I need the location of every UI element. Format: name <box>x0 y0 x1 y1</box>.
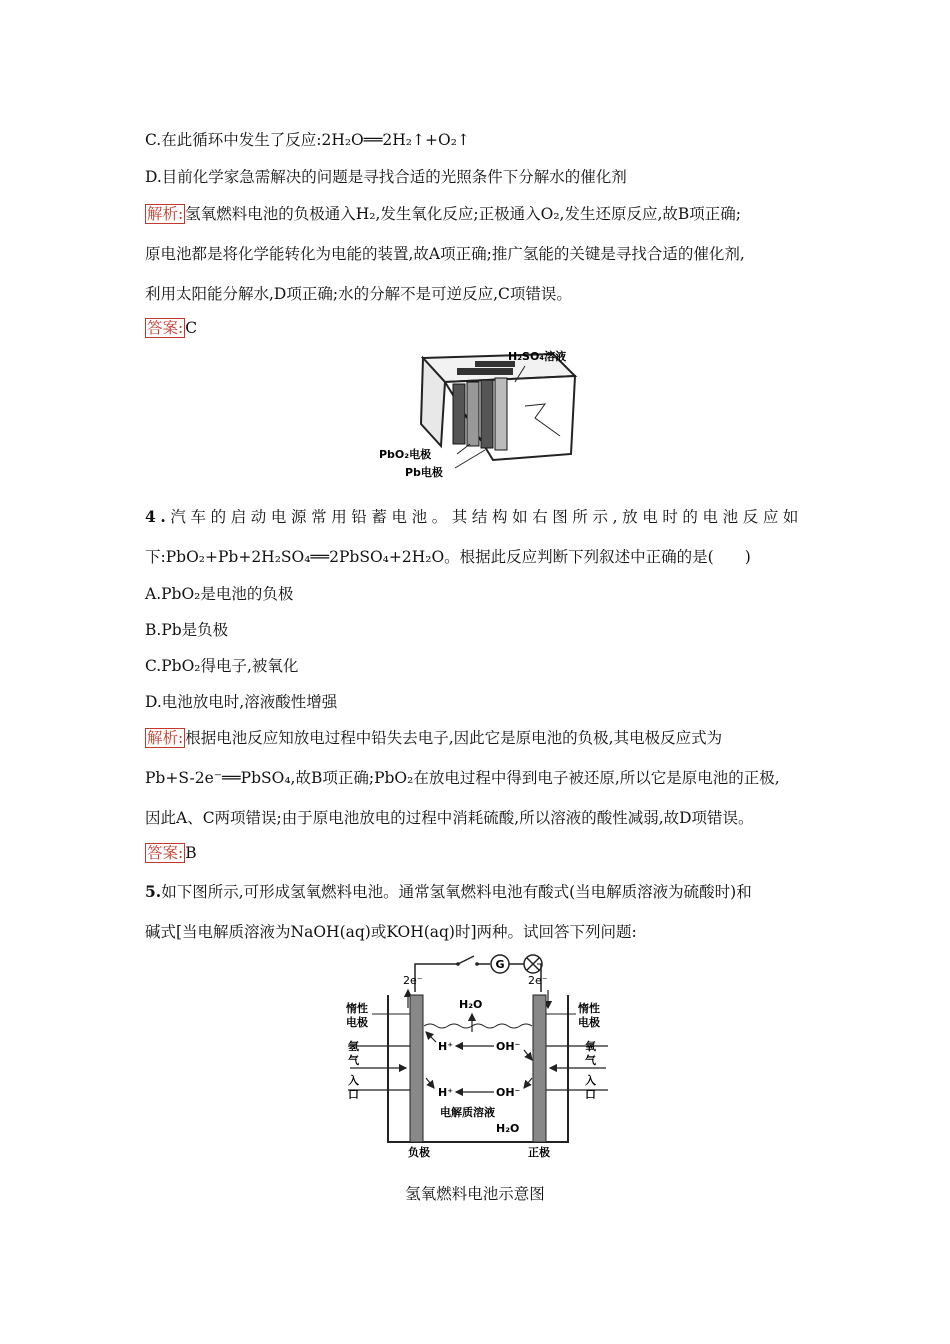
h-plus-label-2: H⁺ <box>438 1086 454 1099</box>
label-pbo2-electrode: PbO₂电极 <box>379 448 432 461</box>
q5-stem-text-1: 如下图所示,可形成氢氧燃料电池。通常氢氧燃料电池有酸式(当电解质溶液为硫酸时)和 <box>161 883 752 901</box>
h2o-bottom-label: H₂O <box>496 1122 520 1135</box>
q3-answer <box>145 318 197 338</box>
q4-analysis-text-1: 根据电池反应知放电过程中铅失去电子,因此它是原电池的负极,其电极反应式为 <box>185 729 723 747</box>
inert-electrode-left-1: 惰性 <box>346 1002 368 1015</box>
q4-option-a: A.PbO₂是电池的负极 <box>145 585 294 603</box>
q4-number: 4. <box>145 507 171 526</box>
h2-inlet-char: 入 <box>348 1074 359 1087</box>
electrolyte-label: 电解质溶液 <box>440 1106 495 1119</box>
oh-minus-label-2: OH⁻ <box>496 1086 521 1099</box>
q5-number: 5. <box>145 882 162 901</box>
h-plus-label-1: H⁺ <box>438 1040 454 1053</box>
circuit-switch <box>458 956 474 964</box>
q5-stem-line-1 <box>145 880 752 902</box>
h2-inlet-char: 口 <box>348 1088 359 1101</box>
switch-contact <box>456 962 460 966</box>
analysis-tag: 解析: <box>147 205 184 223</box>
battery-plate <box>467 382 479 446</box>
q4-analysis-line-1 <box>145 726 722 748</box>
q4-answer <box>145 843 197 863</box>
electrode-negative <box>410 995 423 1142</box>
q4-option-b: B.Pb是负极 <box>145 621 229 639</box>
electron-label-left: 2e⁻ <box>403 974 423 987</box>
label-leader <box>457 444 470 454</box>
ion-arrow <box>524 1078 532 1088</box>
o2-inlet-char: 气 <box>585 1054 596 1067</box>
figure-caption: 氢氧燃料电池示意图 <box>405 1185 545 1203</box>
electron-label-right: 2e⁻ <box>528 974 548 987</box>
q4-analysis-line-3: 因此A、C两项错误;由于原电池放电的过程中消耗硫酸,所以溶液的酸性减弱,故D项错误。 <box>145 809 754 827</box>
q3-option-c: C.在此循环中发生了反应:2H₂O══2H₂↑+O₂↑ <box>145 131 470 149</box>
negative-pole-label: 负极 <box>408 1146 430 1159</box>
q4-option-c: C.PbO₂得电子,被氧化 <box>145 657 299 675</box>
q3-analysis-line-1 <box>145 202 741 224</box>
answer-tag: 答案: <box>147 844 184 862</box>
fuel-cell-figure <box>328 950 628 1160</box>
electrolyte-surface <box>424 1024 532 1028</box>
battery-plate <box>453 384 465 444</box>
inert-electrode-right-2: 电极 <box>578 1016 600 1029</box>
electrode-positive <box>533 995 546 1142</box>
positive-pole-label: 正极 <box>528 1146 550 1159</box>
q5-stem-line-2: 碱式[当电解质溶液为NaOH(aq)或KOH(aq)时]两种。试回答下列问题: <box>145 923 637 941</box>
q3-analysis-text-1: 氢氧燃料电池的负极通入H₂,发生氧化反应;正极通入O₂,发生还原反应,故B项正确; <box>185 205 742 223</box>
battery-plate <box>481 380 493 448</box>
q4-option-d: D.电池放电时,溶液酸性增强 <box>145 693 338 711</box>
galvanometer-label: G <box>495 958 505 971</box>
q4-analysis-line-2: Pb+S-2e⁻══PbSO₄,故B项正确;PbO₂在放电过程中得到电子被还原,所以它是原电池的正极, <box>145 769 780 787</box>
battery-terminal-bar <box>457 368 513 375</box>
q4-answer-value: B <box>185 844 197 862</box>
ion-arrow <box>524 1050 532 1060</box>
label-h2so4: H₂SO₄溶液 <box>508 350 567 363</box>
h2-inlet-char: 氢 <box>348 1040 359 1053</box>
h2o-top-label: H₂O <box>459 998 483 1011</box>
label-pb-electrode: Pb电极 <box>405 466 443 479</box>
inert-electrode-right-1: 惰性 <box>578 1002 600 1015</box>
analysis-tag: 解析: <box>147 729 184 747</box>
q3-analysis-line-3: 利用太阳能分解水,D项正确;水的分解不是可逆反应,C项错误。 <box>145 285 572 303</box>
q3-answer-value: C <box>185 319 198 337</box>
ion-arrow <box>426 1078 434 1088</box>
battery-plate <box>495 378 507 450</box>
q3-analysis-line-2: 原电池都是将化学能转化为电能的装置,故A项正确;推广氢能的关键是寻找合适的催化剂, <box>145 245 745 263</box>
inert-electrode-left-2: 电极 <box>346 1016 368 1029</box>
ion-arrow <box>426 1032 436 1042</box>
o2-inlet-char: 口 <box>585 1088 596 1101</box>
q3-option-d: D.目前化学家急需解决的问题是寻找合适的光照条件下分解水的催化剂 <box>145 168 627 186</box>
q4-stem-text-1: 汽车的启动电源常用铅蓄电池。其结构如右图所示,放电时的电池反应如 <box>170 508 804 526</box>
h2-inlet-char: 气 <box>348 1054 359 1067</box>
q4-stem-line-2: 下:PbO₂+Pb+2H₂SO₄══2PbSO₄+2H₂O。根据此反应判断下列叙述中正确的是( ) <box>145 548 751 566</box>
o2-inlet-char: 氧 <box>585 1040 596 1053</box>
q4-stem-line-1 <box>145 505 803 527</box>
oh-minus-label-1: OH⁻ <box>496 1040 521 1053</box>
o2-inlet-char: 入 <box>585 1074 596 1087</box>
answer-tag: 答案: <box>147 319 184 337</box>
lead-battery-figure <box>375 346 585 486</box>
